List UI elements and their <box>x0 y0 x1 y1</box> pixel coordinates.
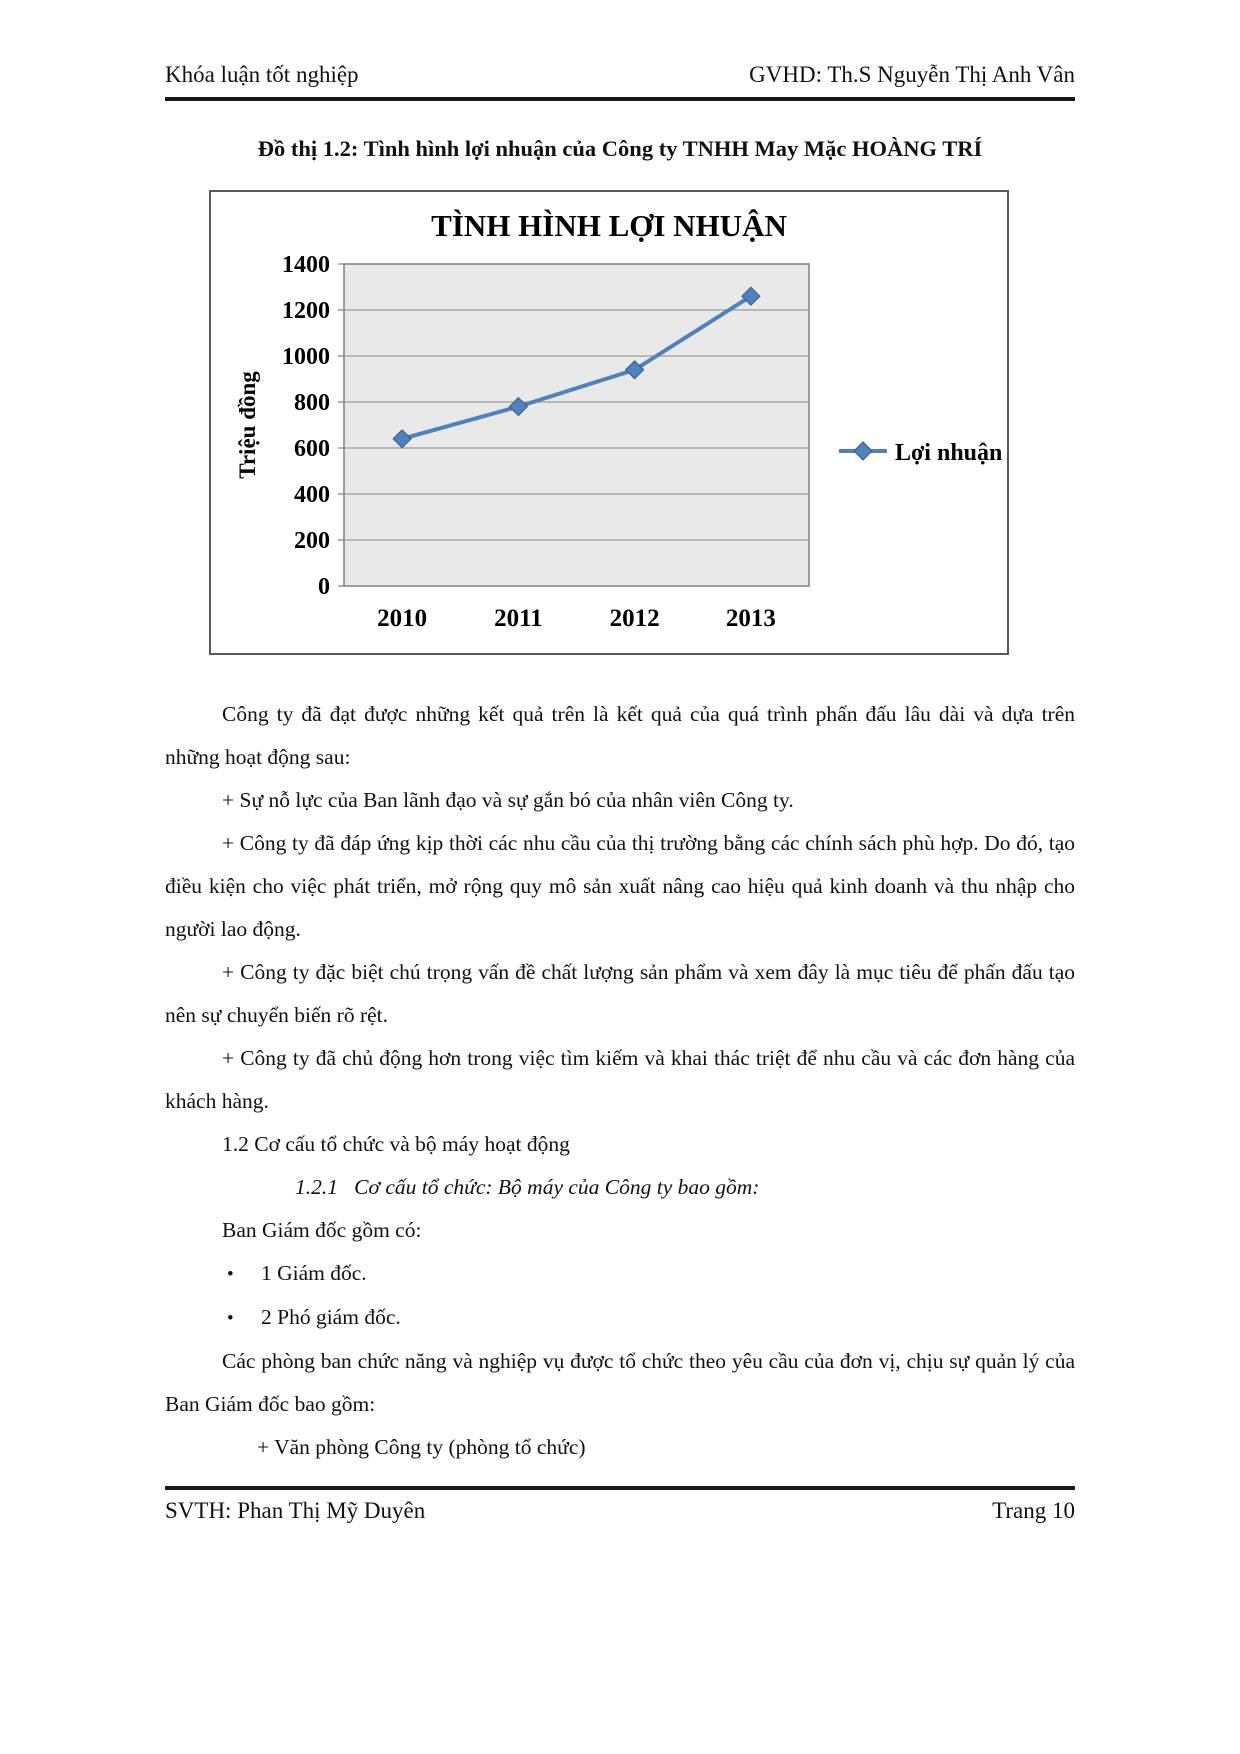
y-axis-title: Triệu đồng <box>235 371 260 479</box>
y-tick-label: 800 <box>294 390 330 416</box>
header-left-text: Khóa luận tốt nghiệp <box>165 62 359 87</box>
x-tick-label: 2011 <box>494 605 543 632</box>
profit-chart-svg <box>211 192 1007 653</box>
paragraph-justified-indent: + Công ty đặc biệt chú trọng vấn đề chất lượng sản phẩm và xem đây là mục tiêu để phấn đấu tạo nên sự chuyển biến rõ rệt. <box>165 960 1075 1027</box>
paragraph-plus-indent: + Văn phòng Công ty (phòng tổ chức) <box>257 1435 586 1459</box>
y-tick-label: 0 <box>318 574 330 600</box>
legend-label: Lợi nhuận <box>895 440 1003 466</box>
page-header <box>165 62 1075 101</box>
chart-frame <box>209 190 1009 655</box>
page-footer <box>165 1486 1075 1524</box>
paragraph-plain: Ban Giám đốc gồm có: <box>222 1218 422 1242</box>
paragraph-justified-indent: + Công ty đã đáp ứng kịp thời các nhu cầu của thị trường bằng các chính sách phù hợp. Do đó, tạo điều kiện cho việc phát triển, mở rộng quy mô sản xuất nâng cao hiệu quả kinh doanh và thu nhập cho người lao động. <box>165 831 1075 941</box>
y-tick-label: 1200 <box>282 298 330 324</box>
paragraph-justified-indent: + Công ty đã chủ động hơn trong việc tìm kiếm và khai thác triệt để nhu cầu và các đơn hàng của khách hàng. <box>165 1046 1075 1113</box>
y-tick-label: 1400 <box>282 252 330 278</box>
bullet-text: 2 Phó giám đốc. <box>261 1305 401 1329</box>
y-tick-label: 400 <box>294 482 330 508</box>
y-tick-label: 1000 <box>282 344 330 370</box>
paragraph-bullet <box>227 1296 1075 1340</box>
y-tick-label: 200 <box>294 528 330 554</box>
x-tick-label: 2013 <box>725 605 776 632</box>
paragraph-subheading-italic: 1.2.1 Cơ cấu tổ chức: Bộ máy của Công ty bao gồm: <box>295 1175 760 1199</box>
bullet-icon: • <box>227 1308 234 1329</box>
body-paragraphs <box>165 693 1075 1469</box>
bullet-text: 1 Giám đốc. <box>261 1261 367 1285</box>
x-tick-label: 2012 <box>609 605 660 632</box>
figure-caption: Đồ thị 1.2: Tình hình lợi nhuận của Công ty TNHH May Mặc HOÀNG TRÍ <box>257 136 983 161</box>
legend-marker-icon <box>854 442 872 460</box>
plot-area <box>344 264 809 586</box>
y-tick-label: 600 <box>294 436 330 462</box>
header-right-text: GVHD: Th.S Nguyễn Thị Anh Vân <box>749 62 1075 87</box>
bullet-icon: • <box>227 1264 234 1285</box>
paragraph-plain: Các phòng ban chức năng và nghiệp vụ được tổ chức theo yêu cầu của đơn vị, chịu sự quản lý của Ban Giám đốc bao gồm: <box>165 1349 1075 1416</box>
footer-left-text: SVTH: Phan Thị Mỹ Duyên <box>165 1498 426 1523</box>
paragraph-justified-indent: + Sự nỗ lực của Ban lãnh đạo và sự gắn bó của nhân viên Công ty. <box>222 788 794 812</box>
paragraph-heading: 1.2 Cơ cấu tổ chức và bộ máy hoạt động <box>222 1132 570 1156</box>
paragraph-justified-indent: Công ty đã đạt được những kết quả trên là kết quả của quá trình phấn đấu lâu dài và dựa trên những hoạt động sau: <box>165 702 1075 769</box>
paragraph-bullet <box>227 1252 1075 1296</box>
chart-title: TÌNH HÌNH LỢI NHUẬN <box>431 208 787 243</box>
x-tick-label: 2010 <box>377 605 428 632</box>
page-content <box>165 128 1075 1469</box>
footer-right-text: Trang 10 <box>992 1498 1075 1523</box>
